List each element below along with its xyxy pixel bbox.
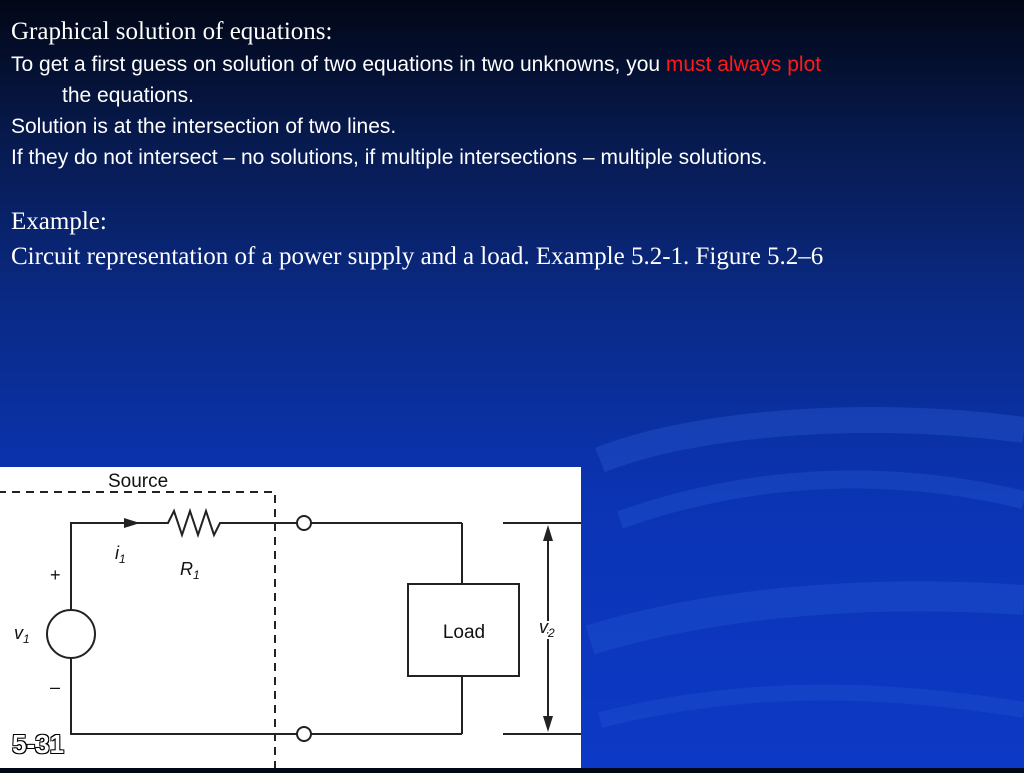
example-description: Circuit representation of a power supply and a load. Example 5.2-1. Figure 5.2–6	[11, 243, 824, 270]
circuit-figure	[0, 467, 581, 768]
circuit-diagram	[0, 467, 581, 768]
current-label: $i_1$	[115, 543, 126, 566]
bottom-terminal	[297, 727, 311, 741]
example-label: Example:	[11, 208, 107, 235]
v2-label: $v_2$	[539, 617, 555, 640]
bullet-line-3: If they do not intersect – no solutions, if multiple intersections – multiple solutions.	[11, 146, 768, 169]
minus-sign: –	[50, 677, 61, 697]
current-arrow	[124, 518, 140, 528]
bottom-wire	[71, 658, 298, 734]
voltage-source-circle	[47, 610, 95, 658]
emphasis-text: must always plot	[665, 53, 822, 76]
load-label: Load	[442, 622, 486, 643]
v1-label: $v_1$	[14, 623, 30, 646]
bullet-line-1-continuation: the equations.	[62, 84, 194, 107]
slide-heading: Graphical solution of equations:	[11, 18, 333, 45]
plus-sign: +	[50, 565, 61, 585]
v2-arrow-top	[543, 525, 553, 541]
source-label: Source	[108, 471, 169, 492]
top-terminal	[297, 516, 311, 530]
bullet-line-1	[11, 53, 821, 77]
bullet-line-2: Solution is at the intersection of two lines.	[11, 115, 397, 138]
bullet-line-1-text: To get a first guess on solution of two equations in two unknowns, you	[11, 53, 666, 76]
resistor-label: $R_1$	[180, 559, 200, 582]
slide-number: 5-31	[12, 729, 65, 759]
source-dashed-box	[0, 492, 275, 768]
v2-arrow-bottom	[543, 716, 553, 732]
